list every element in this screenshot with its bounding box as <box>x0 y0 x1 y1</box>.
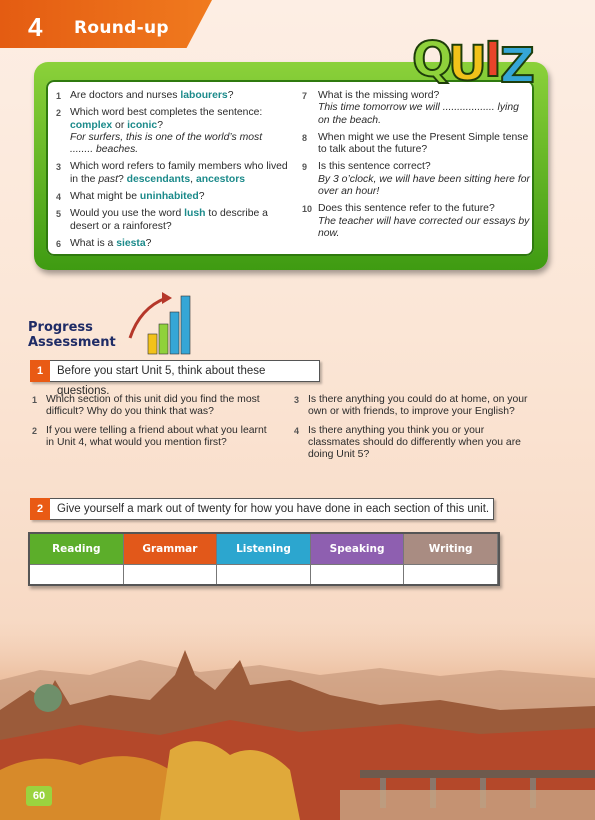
quiz-item-number: 9 <box>302 162 308 173</box>
quiz-item-text: ? <box>198 191 205 203</box>
quiz-item-text: When might we use the Present Simple tense to talk about the future? <box>318 131 529 156</box>
quiz-logo-letter-u: U <box>448 36 487 92</box>
quiz-logo-letter-q: Q <box>412 32 453 88</box>
quiz-item-number: 7 <box>302 91 308 101</box>
task-1-text: Before you start Unit 5, think about these questions. <box>57 365 266 397</box>
quiz-item <box>56 191 288 203</box>
keyword: iconic <box>127 119 158 131</box>
quiz-item-text: Is this sentence correct? <box>318 161 431 173</box>
quiz-item <box>302 90 530 127</box>
keyword: descendants <box>126 173 191 185</box>
assessment-question <box>294 394 534 419</box>
keyword: siesta <box>116 237 146 249</box>
progress-title-line2: Assessment <box>28 335 116 350</box>
quiz-item-text: past <box>98 173 118 185</box>
assessment-question-number: 2 <box>32 425 38 436</box>
quiz-item-text: What is a <box>70 237 117 249</box>
assessment-question-text: Which section of this unit did you find the most difficult? Why do you think that was? <box>46 394 260 418</box>
marks-table <box>28 532 500 586</box>
quiz-item <box>56 161 288 186</box>
assessment-question-number: 1 <box>32 395 38 405</box>
quiz-item <box>56 208 288 233</box>
task-1-box <box>30 360 320 397</box>
quiz-item-number: 3 <box>56 162 62 173</box>
quiz-item-text: to describe a desert or a rainforest? <box>70 208 268 232</box>
quiz-item-number: 8 <box>302 132 308 143</box>
questions-right <box>294 394 534 467</box>
assessment-question-number: 4 <box>294 425 300 436</box>
quiz-item-text: By 3 o’clock, we will have been sitting here for over an hour! <box>318 173 530 198</box>
assessment-question-text: Is there anything you could do at home, on your own or with friends, to improve your English? <box>308 394 528 418</box>
assessment-question <box>294 425 534 462</box>
quiz-item-text: What might be <box>70 191 140 203</box>
unit-title: Round-up <box>74 18 169 38</box>
quiz-logo <box>408 22 538 92</box>
marks-cell-writing[interactable] <box>404 564 498 584</box>
quiz-item <box>302 161 530 198</box>
keyword: uninhabited <box>139 191 199 203</box>
quiz-item <box>302 132 530 157</box>
quiz-item <box>56 107 288 156</box>
assessment-question-number: 3 <box>294 395 300 405</box>
quiz-item-text: , <box>190 173 196 185</box>
quiz-logo-letter-i: I <box>484 32 502 88</box>
task-2-number: 2 <box>30 498 50 520</box>
task-1-number: 1 <box>30 360 50 382</box>
quiz-list-right <box>302 90 530 245</box>
progress-assessment-title <box>28 320 116 350</box>
quiz-item-text: Are doctors and nurses <box>70 90 181 101</box>
assessment-question <box>32 425 272 450</box>
marks-cell-speaking[interactable] <box>311 564 405 584</box>
quiz-item-text: What is the missing word? <box>318 90 440 101</box>
task-2-box <box>30 498 494 520</box>
quiz-item-text: This time tomorrow we will .................. lying on the beach. <box>318 102 519 126</box>
quiz-item-text: Does this sentence refer to the future? <box>318 203 495 215</box>
quiz-list-left <box>56 90 288 255</box>
marks-cell-reading[interactable] <box>30 564 124 584</box>
assessment-question <box>32 394 272 419</box>
quiz-item <box>302 203 530 240</box>
marks-cell-listening[interactable] <box>217 564 311 584</box>
assessment-question-text: If you were telling a friend about what you learnt in Unit 4, what would you mention first? <box>46 424 267 448</box>
task-2-text: Give yourself a mark out of twenty for how you have done in each section of this unit. <box>57 503 490 515</box>
marks-header-writing: Writing <box>404 534 498 564</box>
quiz-item-text: or <box>112 119 128 131</box>
quiz-item-number: 1 <box>56 91 62 101</box>
keyword: ancestors <box>195 173 246 185</box>
prague-cityscape-photo <box>0 620 595 820</box>
quiz-item-text: Which word best completes the sentence: <box>70 107 263 119</box>
quiz-logo-letter-z: Z <box>500 38 535 92</box>
quiz-item-text: ? <box>117 173 127 185</box>
quiz-item-text: ? <box>157 119 163 131</box>
quiz-item-text: ? <box>145 237 152 249</box>
quiz-item-number: 5 <box>56 209 62 220</box>
quiz-item-text: Which word refers to family members who lived in the <box>70 161 288 185</box>
marks-header-grammar: Grammar <box>124 534 218 564</box>
quiz-item-text: Would you use the word <box>70 208 185 220</box>
page-number: 60 <box>26 786 52 806</box>
quiz-item-number: 6 <box>56 238 62 249</box>
unit-number: 4 <box>28 12 43 42</box>
progress-title-line1: Progress <box>28 320 93 335</box>
marks-header-listening: Listening <box>217 534 311 564</box>
keyword: complex <box>70 119 113 131</box>
quiz-item-text: ? <box>227 90 234 101</box>
marks-cell-grammar[interactable] <box>124 564 218 584</box>
marks-header-reading: Reading <box>30 534 124 564</box>
keyword: lush <box>184 208 206 220</box>
quiz-item-text: For surfers, this is one of the world’s most ........ beaches. <box>70 131 263 156</box>
quiz-item-number: 10 <box>302 204 313 215</box>
quiz-item-text: The teacher will have corrected our essays by now. <box>318 215 530 239</box>
quiz-item-number: 2 <box>56 108 62 119</box>
marks-header-speaking: Speaking <box>311 534 405 564</box>
quiz-item-number: 4 <box>56 192 62 203</box>
questions-left <box>32 394 272 455</box>
keyword: labourers <box>180 90 228 101</box>
assessment-question-text: Is there anything you think you or your classmates should do differently when you are doing Unit 5? <box>308 424 521 461</box>
progress-chart-icon <box>126 288 202 358</box>
quiz-item <box>56 90 288 102</box>
quiz-item <box>56 238 288 250</box>
